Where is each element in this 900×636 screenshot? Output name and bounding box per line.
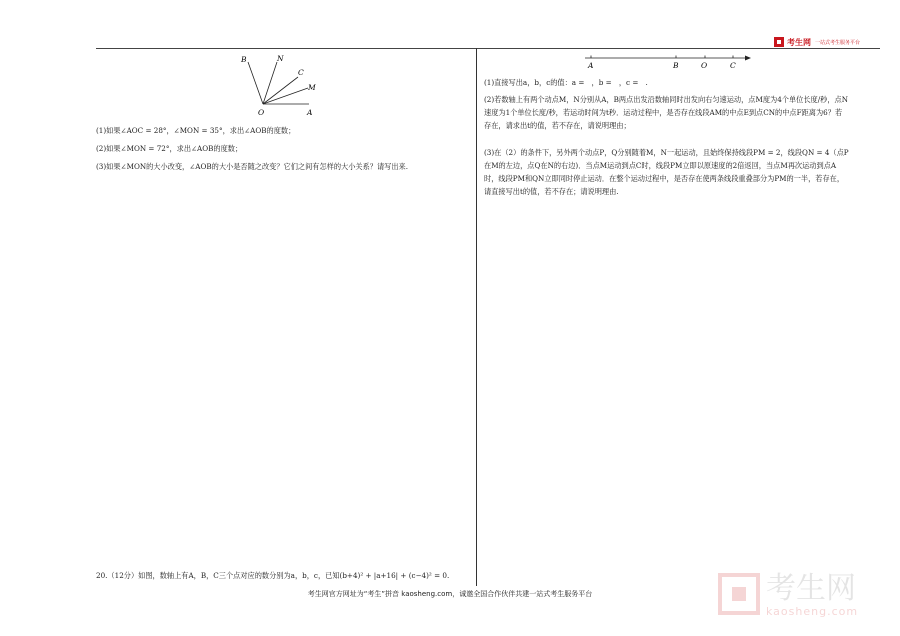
- label-a: A: [307, 108, 313, 117]
- ray-oc: [263, 77, 298, 104]
- brand-header: [774, 36, 860, 48]
- ray-om: [263, 88, 308, 104]
- label-c: C: [298, 68, 304, 77]
- point-label-c: C: [730, 61, 736, 70]
- part-1: (1)直接写出a，b，c的值：a = ，b = ，c = .: [484, 78, 648, 87]
- point-label-a: A: [588, 61, 594, 70]
- question-2: (2)如果∠MON = 72°，求出∠AOB的度数；: [96, 144, 243, 153]
- watermark: [718, 573, 858, 618]
- part-2: (2)若数轴上有两个动点M，N分别从A，B两点出发沿数轴同时出发向右匀速运动，点M度为4个单位长度/秒，点N速度为1个单位长度/秒，若运动时间为t秒．运动过程中，是否存在线段AM的中点E到点CN的中点F距离为6？若存在，请求出t的值，若不存在，请说明理由；: [484, 95, 849, 130]
- number-line-figure: [580, 52, 755, 72]
- label-b: B: [241, 55, 247, 64]
- label-n: N: [277, 54, 284, 63]
- brand-slogan: 一站式考生服务平台: [815, 39, 861, 46]
- question-1: (1)如果∠AOC = 28°，∠MON = 35°，求出∠AOB的度数；: [96, 126, 296, 135]
- part-3: (3)在（2）的条件下，另外两个动点P，Q分别随着M，N一起运动，且始终保持线段PM = 2，线段QN = 4（点P在M的左边，点Q在N的右边)．当点M运动到点C时，线段PM立即以原速度的2倍返回，当点M再次运动到点A时，线段PM和QN立即同时停止运动．在整个运动过程中，是否存在使两条线段重叠部分为PM的一半，若存在，请直接写出t的值，若不存在；请说明理由.: [484, 148, 849, 196]
- ray-ob: [248, 62, 263, 104]
- brand-logo-text: 考生网: [787, 37, 811, 47]
- problem-20-statement: 20.（12分）如图，数轴上有A，B，C三个点对应的数分别为a，b，c，已知(b+4)² + |a+16| + (c−4)² = 0.: [96, 571, 450, 580]
- label-o: O: [258, 108, 265, 117]
- watermark-logo-icon: [718, 573, 760, 615]
- question-3: (3)如果∠MON的大小改变，∠AOB的大小是否随之改变？它们之间有怎样的大小关系？请写出来.: [96, 162, 408, 171]
- column-divider: [476, 48, 477, 586]
- header-rule: [96, 48, 880, 49]
- point-label-o: O: [701, 61, 708, 70]
- page-footer: 考生网官方网址为“考生”拼音 kaosheng.com，诚邀全国合作伙伴共建一站式考生服务平台: [307, 590, 593, 598]
- number-line-arrow-icon: [745, 56, 751, 61]
- angle-figure: [230, 52, 330, 118]
- label-m: M: [308, 83, 316, 92]
- watermark-title: 考生网: [766, 571, 856, 606]
- ray-on: [263, 62, 277, 104]
- watermark-url: kaosheng.com: [766, 605, 859, 618]
- point-label-b: B: [673, 61, 679, 70]
- kaosheng-logo-icon: [774, 37, 784, 47]
